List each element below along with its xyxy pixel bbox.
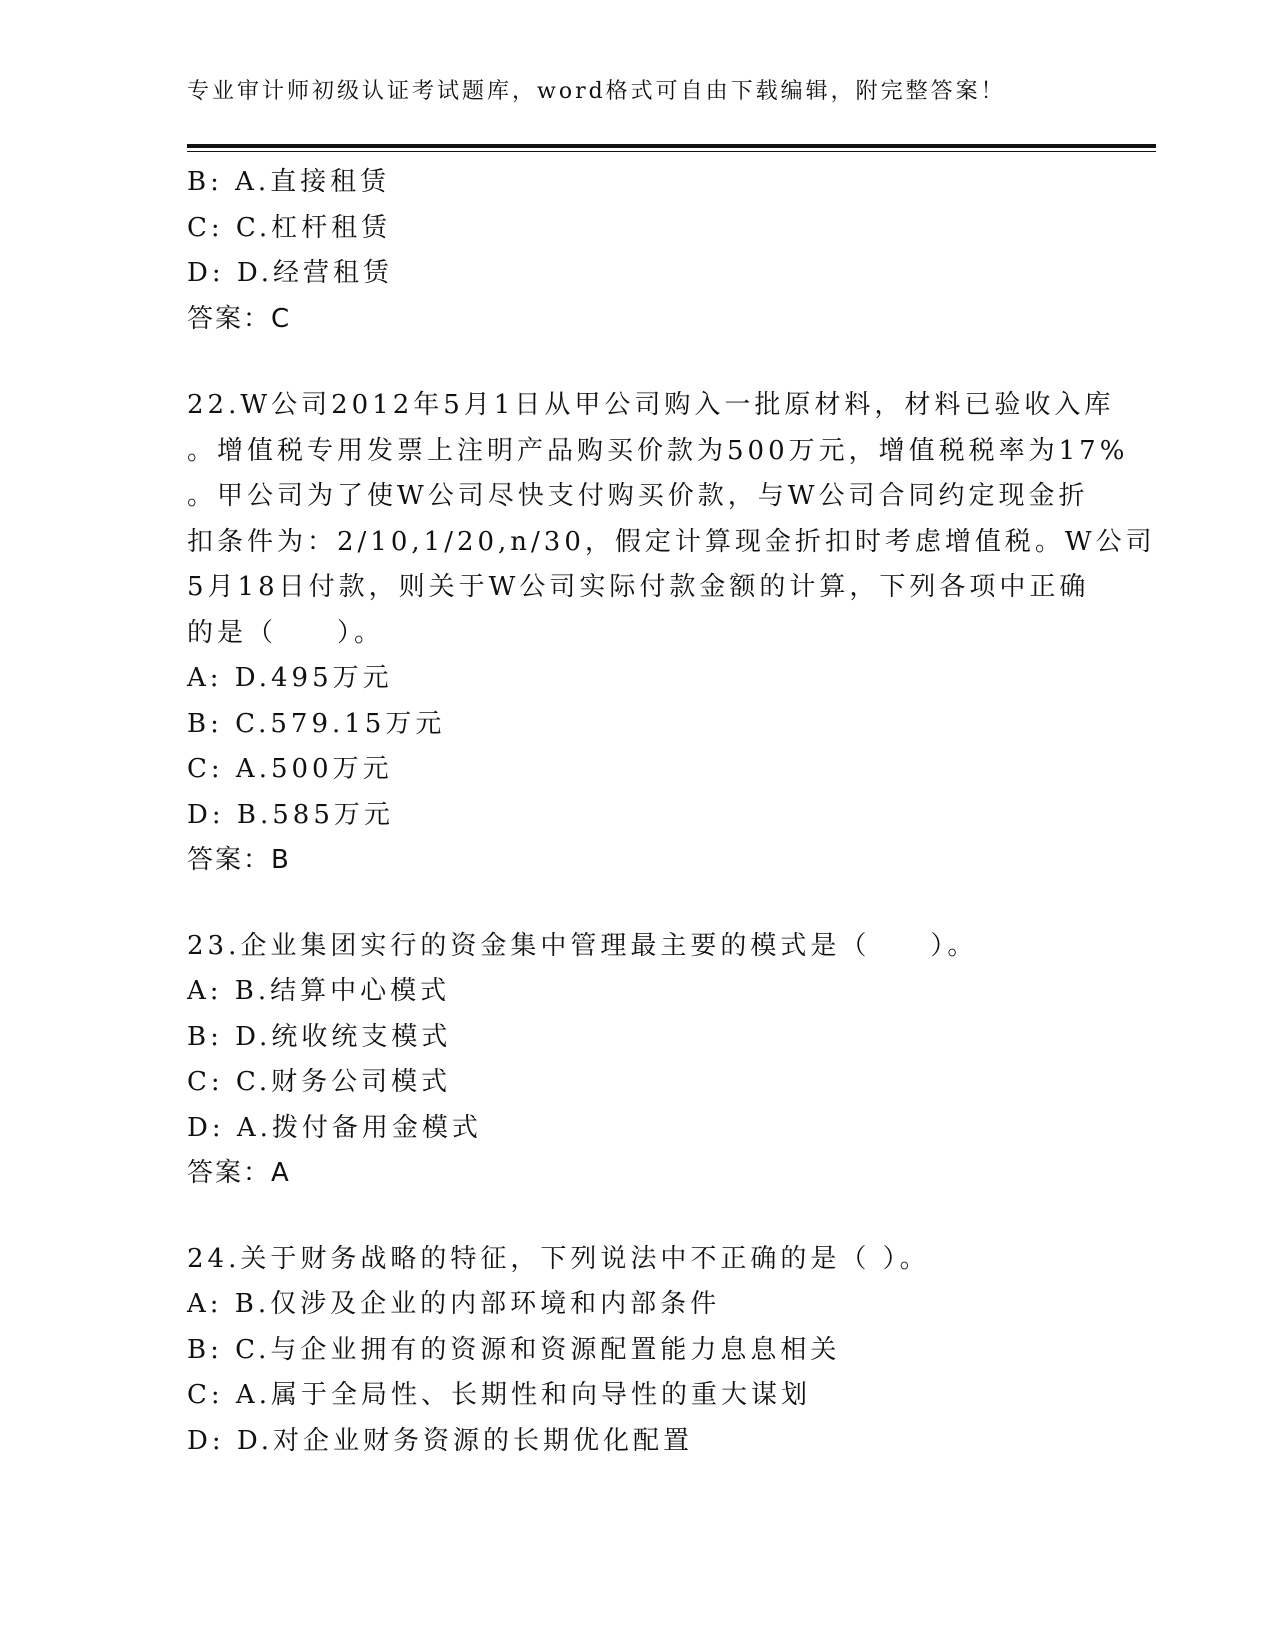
answer: 答案：C xyxy=(187,303,292,334)
question-text-line: 的是（ ）。 xyxy=(187,617,385,648)
option-b: B: C.579.15万元 xyxy=(187,708,446,739)
question-22 xyxy=(187,383,1156,884)
header-rule-thick xyxy=(187,144,1156,148)
document-header: 专业审计师初级认证考试题库，word格式可自由下载编辑，附完整答案！ xyxy=(187,79,1006,104)
answer: 答案：A xyxy=(187,1158,291,1188)
question-text-line: 23.企业集团实行的资金集中管理最主要的模式是（ ）。 xyxy=(187,930,978,961)
question-24 xyxy=(187,1237,1107,1465)
option-b: B: C.与企业拥有的资源和资源配置能力息息相关 xyxy=(187,1334,841,1365)
question-text-line: 扣条件为：2/10,1/20,n/30，假定计算现金折扣时考虑增值税。W公司 xyxy=(187,526,1156,557)
document-body xyxy=(187,160,1156,1464)
question-text-line: 24.关于财务战略的特征，下列说法中不正确的是（ ）。 xyxy=(187,1243,930,1274)
option-a: A: B.仅涉及企业的内部环境和内部条件 xyxy=(187,1289,721,1319)
question-21 xyxy=(187,160,1107,342)
option-c: C: C.财务公司模式 xyxy=(187,1067,452,1097)
option-a: A: D.495万元 xyxy=(187,663,393,693)
option-d: D: D.经营租赁 xyxy=(187,258,394,288)
spacer xyxy=(187,1197,1107,1237)
option-c: C: C.杠杆租赁 xyxy=(187,212,392,243)
option-d: D: A.拨付备用金模式 xyxy=(187,1112,482,1143)
option-b: B: A.直接租赁 xyxy=(187,167,391,197)
option-d: D: B.585万元 xyxy=(187,799,394,830)
question-text-line: 。增值税专用发票上注明产品购买价款为500万元，增值税税率为17% xyxy=(187,435,1129,466)
option-b: B: D.统收统支模式 xyxy=(187,1021,452,1052)
question-23 xyxy=(187,924,1107,1197)
option-c: C: A.属于全局性、长期性和向导性的重大谋划 xyxy=(187,1380,811,1410)
spacer xyxy=(187,342,1107,383)
header-rule-thin xyxy=(187,151,1156,152)
question-text-line: 22.W公司2012年5月1日从甲公司购入一批原材料，材料已验收入库 xyxy=(187,390,1115,420)
question-text-line: 。甲公司为了使W公司尽快支付购买价款，与W公司合同约定现金折 xyxy=(187,481,1089,511)
spacer xyxy=(187,884,1107,924)
option-a: A: B.结算中心模式 xyxy=(187,976,451,1006)
option-c: C: A.500万元 xyxy=(187,754,393,784)
option-d: D: D.对企业财务资源的长期优化配置 xyxy=(187,1425,694,1456)
answer: 答案：B xyxy=(187,845,291,875)
question-text-line: 5月18日付款，则关于W公司实际付款金额的计算，下列各项中正确 xyxy=(187,572,1090,602)
